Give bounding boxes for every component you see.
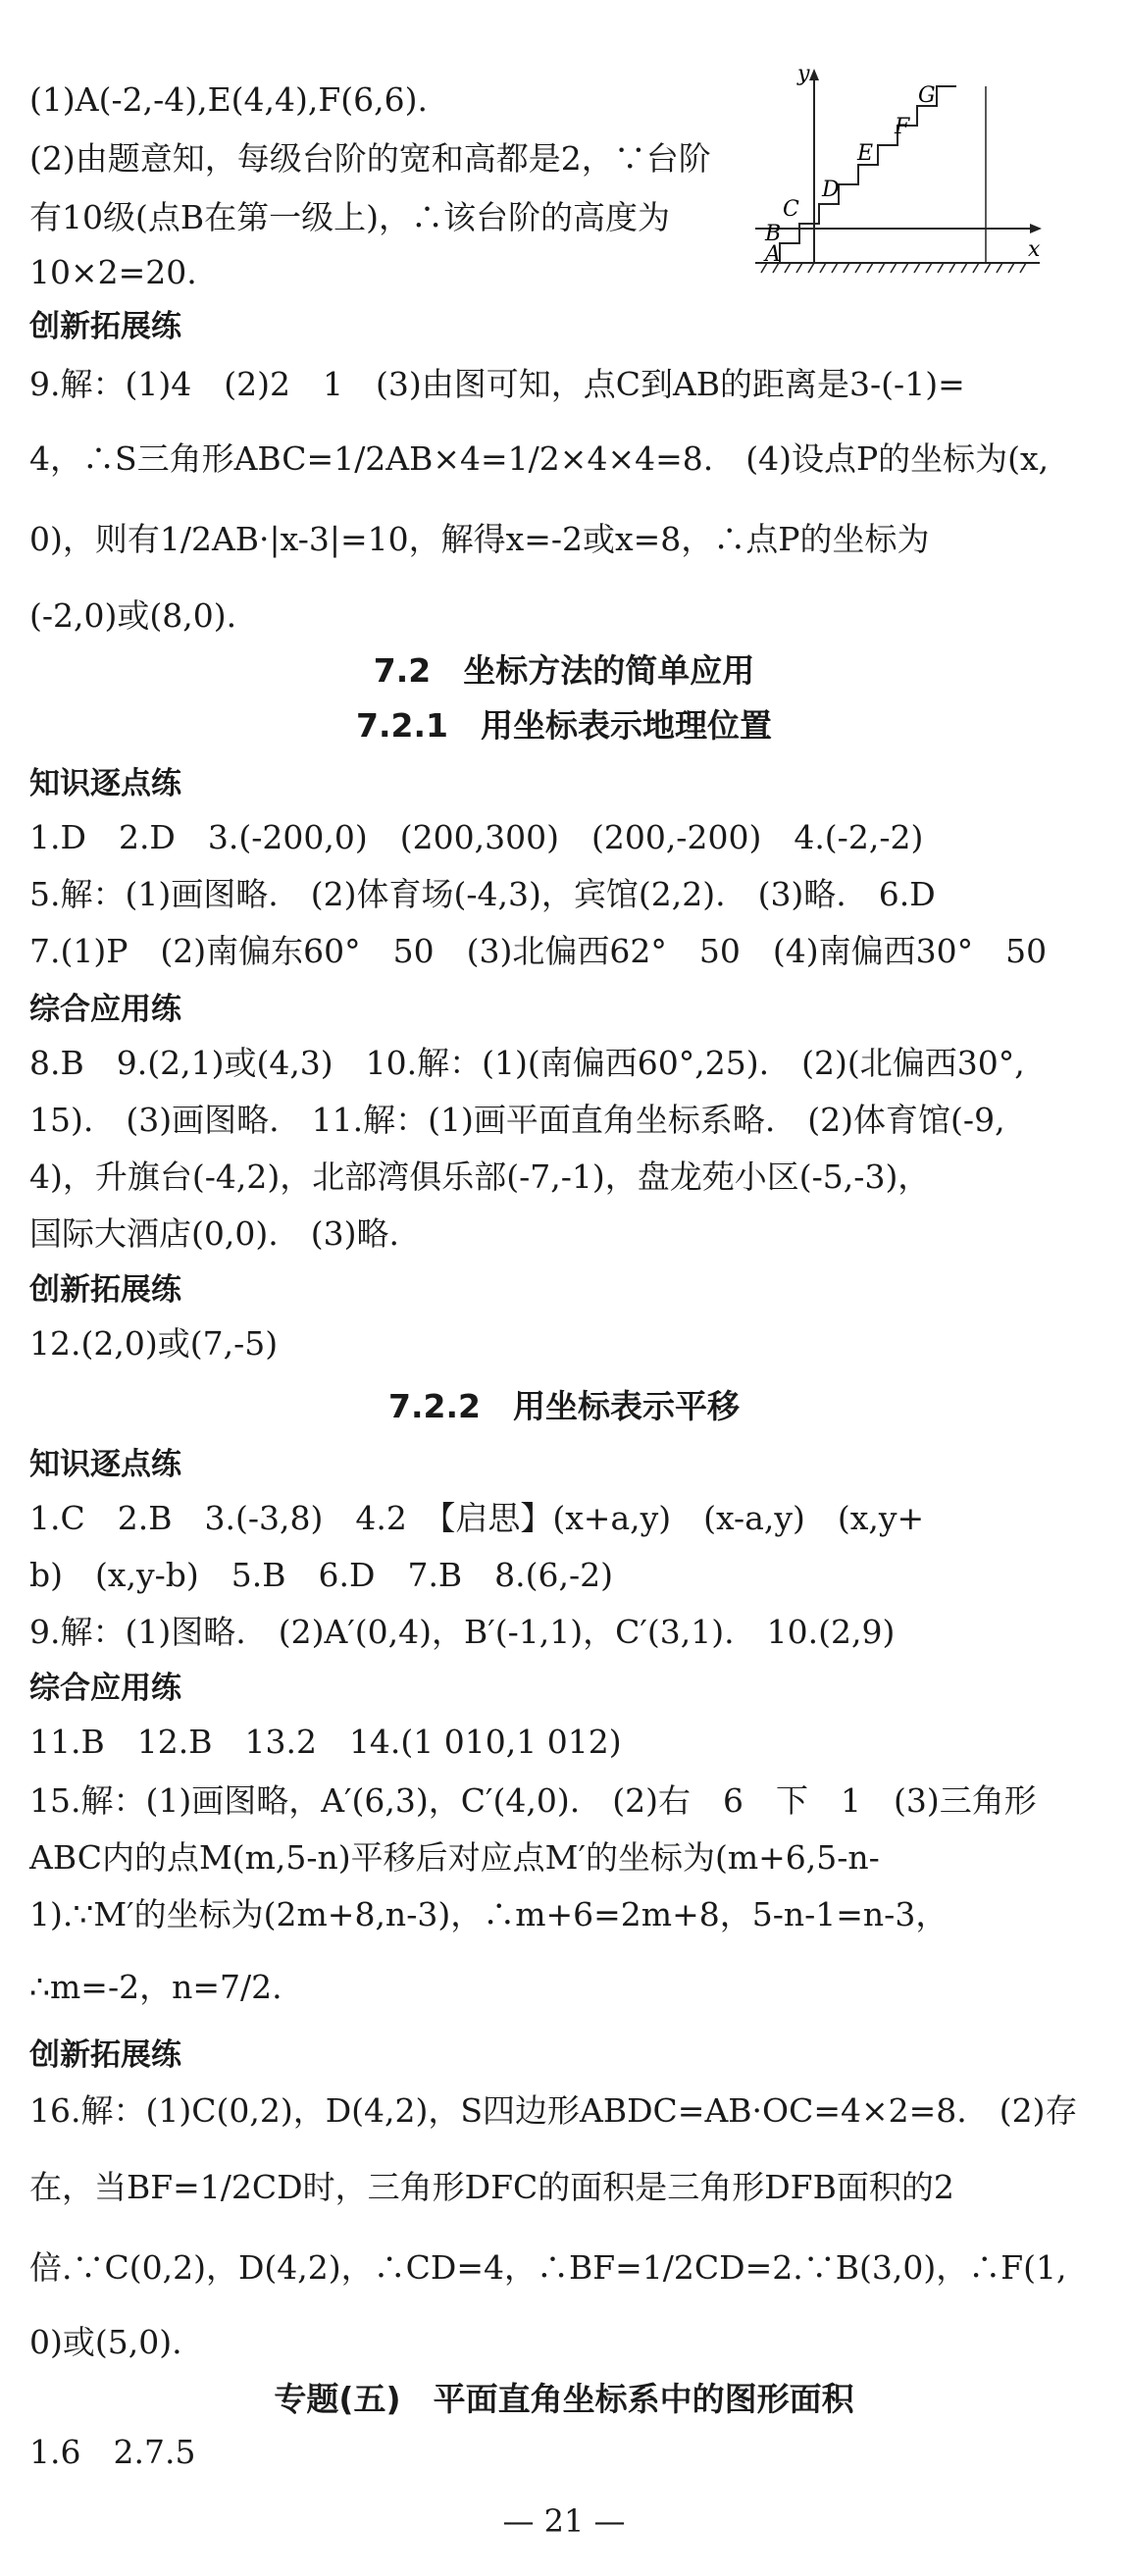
section-title: 知识逐点练 (29, 1447, 181, 1482)
text-line: 1.6 2.7.5 (29, 2433, 196, 2471)
special-topic-heading: 专题(五) 平面直角坐标系中的图形面积 (274, 2380, 854, 2418)
label-f: F (895, 115, 910, 139)
text-line: (2)由题意知，每级台阶的宽和高都是2，∵台阶 (29, 139, 711, 178)
text-line: 12.(2,0)或(7,-5) (29, 1324, 279, 1363)
text-line: 15). (3)画图略. 11.解：(1)画平面直角坐标系略. (2)体育馆(-9, (29, 1101, 1005, 1139)
label-a: A (765, 242, 781, 267)
text-line: 1.C 2.B 3.(-3,8) 4.2 【启思】(x+a,y) (x-a,y) (x,y+ (29, 1499, 925, 1537)
label-d: D (822, 178, 840, 202)
text-line: 4)，升旗台(-4,2)，北部湾俱乐部(-7,-1)，盘龙苑小区(-5,-3)， (29, 1158, 931, 1196)
text-line: ABC内的点M(m,5-n)平移后对应点M′的坐标为(m+6,5-n- (29, 1838, 880, 1877)
text-line: 9.解：(1)4 (2)2 1 (3)由图可知，点C到AB的距离是3-(-1)= (29, 365, 965, 403)
subsection-heading: 7.2.1 用坐标表示地理位置 (356, 706, 772, 745)
text-line: 倍.∵C(0,2)，D(4,2)，∴CD=4，∴BF=1/2CD=2.∵B(3,0)，∴F(1, (29, 2248, 1067, 2287)
text-line: 15.解：(1)画图略，A′(6,3)，C′(4,0). (2)右 6 下 1 (3)三角形 (29, 1781, 1037, 1820)
text-line: 9.解：(1)图略. (2)A′(0,4)，B′(-1,1)，C′(3,1). 10.(2,9) (29, 1613, 896, 1651)
section-title: 创新拓展练 (29, 309, 181, 344)
staircase-figure (755, 67, 1050, 294)
text-line: 7.(1)P (2)南偏东60° 50 (3)北偏西62° 50 (4)南偏西30° 50 (29, 932, 1048, 970)
subsection-heading: 7.2.2 用坐标表示平移 (388, 1387, 740, 1425)
text-line: (1)A(-2,-4),E(4,4),F(6,6). (29, 80, 429, 119)
y-axis-label: y (797, 67, 810, 86)
text-line: 1.D 2.D 3.(-200,0) (200,300) (200,-200) 4.(-2,-2) (29, 818, 924, 856)
text-line: 5.解：(1)画图略. (2)体育场(-4,3)，宾馆(2,2). (3)略. 6.D (29, 875, 936, 913)
text-line: 国际大酒店(0,0). (3)略. (29, 1214, 399, 1253)
text-line: 有10级(点B在第一级上)，∴该台阶的高度为 (29, 198, 670, 236)
text-line: 4，∴S三角形ABC=1/2AB×4=1/2×4×4=8. (4)设点P的坐标为(x, (29, 439, 1050, 478)
section-heading: 7.2 坐标方法的简单应用 (373, 651, 755, 690)
section-title: 综合应用练 (29, 1671, 181, 1706)
text-line: 0)或(5,0). (29, 2323, 182, 2361)
text-line: b) (x,y-b) 5.B 6.D 7.B 8.(6,-2) (29, 1556, 614, 1594)
text-line: 16.解：(1)C(0,2)，D(4,2)，S四边形ABDC=AB·OC=4×2=8. (2)存 (29, 2091, 1078, 2130)
label-c: C (783, 197, 799, 222)
text-line: ∴m=-2，n=7/2. (29, 1968, 282, 2006)
section-title: 创新拓展练 (29, 1272, 181, 1308)
page-number: — 21 — (502, 2502, 626, 2540)
text-line: 10×2=20. (29, 253, 197, 291)
section-title: 知识逐点练 (29, 766, 181, 801)
text-line: 1).∵M′的坐标为(2m+8,n-3)，∴m+6=2m+8，5-n-1=n-3， (29, 1895, 949, 1933)
text-line: 0)，则有1/2AB·|x-3|=10，解得x=-2或x=8，∴点P的坐标为 (29, 520, 930, 558)
label-b: B (765, 222, 782, 246)
text-line: 8.B 9.(2,1)或(4,3) 10.解：(1)(南偏西60°,25). (2)(北偏西30°, (29, 1044, 1025, 1082)
x-axis-label: x (1028, 237, 1041, 262)
section-title: 综合应用练 (29, 992, 181, 1027)
text-line: 在，当BF=1/2CD时，三角形DFC的面积是三角形DFB面积的2 (29, 2168, 954, 2206)
text-line: (-2,0)或(8,0). (29, 596, 237, 635)
text-line: 11.B 12.B 13.2 14.(1 010,1 012) (29, 1723, 622, 1761)
section-title: 创新拓展练 (29, 2037, 181, 2073)
label-e: E (857, 141, 874, 166)
label-g: G (918, 83, 936, 108)
